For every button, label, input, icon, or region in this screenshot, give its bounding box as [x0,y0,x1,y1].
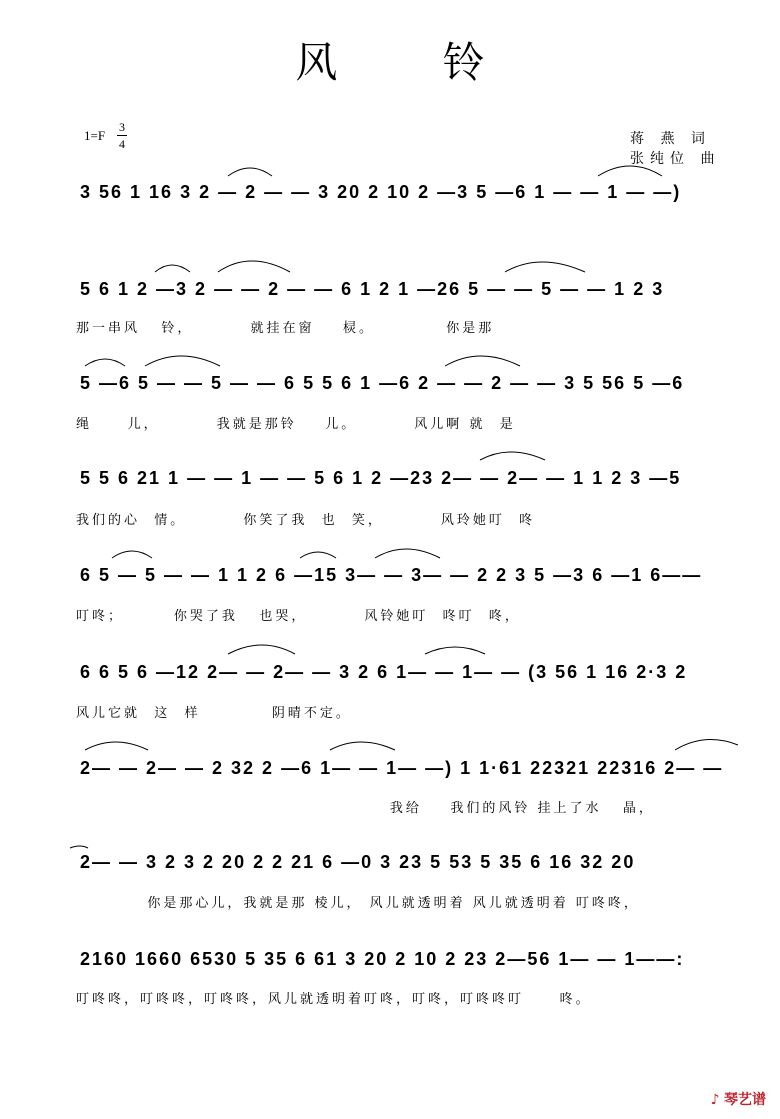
key-signature: 1=F [84,128,106,143]
staff-notes: 5 —6 5 — — 5 — — 6 5 5 6 1 —6 2 — — 2 — — 3 5 56 5 —6 [80,373,685,393]
slur [445,356,520,366]
lyric-line-4: 我们的心 情。 你笑了我 也 笑， 风玲她叮 咚 [76,513,536,528]
lyric-line-7: 我给 我们的风铃 挂上了水 晶， [76,801,655,816]
staff-8 [68,852,740,876]
slur [218,261,290,272]
staff-notes: 2— — 2— — 2 32 2 —6 1— — 1— —) 1 1·61 22321 22316 2— — [80,758,724,778]
staff-notes: 6 5 — 5 — — 1 1 2 6 —15 3— — 3— — 2 2 3 5 —3 6 —1 6—— [80,565,703,585]
lyric-line-9: 叮咚咚，叮咚咚，叮咚咚，风儿就透明着叮咚，叮咚，叮咚咚叮 咚。 [76,992,592,1007]
staff-2 [68,279,740,303]
slur [505,262,585,272]
time-signature-bottom: 4 [119,137,125,151]
staff-notes: 5 6 1 2 —3 2 — — 2 — — 6 1 2 1 —26 5 — — 5 — — 1 2 3 [80,279,665,299]
staff-4 [68,468,740,492]
page-title: 风 铃 [295,38,531,87]
slur [675,740,738,750]
slur [228,168,272,176]
lyric-line-2: 那一串风 铃， 就挂在窗 棂。 你是那 [76,321,495,336]
slur [70,846,88,848]
composer-credit: 张纯位 曲 [630,151,721,167]
time-signature-top: 3 [119,120,125,134]
site-logo [711,1089,766,1109]
staff-7 [68,758,740,782]
slur [330,742,395,750]
staff-1 [68,182,740,206]
slur [112,551,152,558]
time-signature-line [117,135,127,136]
logo-text: 琴艺谱 [724,1092,766,1108]
staff-notes: 2— — 3 2 3 2 20 2 2 21 6 —0 3 23 5 53 5 35 6 16 32 20 [80,852,636,872]
staff-6 [68,662,740,686]
staff-3 [68,373,740,397]
slur [375,549,440,558]
lyricist-credit: 蒋 燕 词 [630,131,711,147]
slur [228,645,295,654]
staff-notes: 2160 1660 6530 5 35 6 61 3 20 2 10 2 23 2—56 1— — 1——: [80,949,685,969]
staff-notes: 6 6 5 6 —12 2— — 2— — 3 2 6 1— — 1— — (3 56 1 16 2·3 2 [80,662,688,682]
slur [480,452,545,460]
lyric-line-6: 风儿它就 这 样 阴晴不定。 [76,706,352,721]
slur [85,742,148,750]
staff-notes: 5 5 6 21 1 — — 1 — — 5 6 1 2 —23 2— — 2— — 1 1 2 3 —5 [80,468,682,488]
lyric-line-3: 绳 儿， 我就是那铃 儿。 风儿啊 就 是 [76,417,516,432]
staff-9 [68,949,740,973]
staff-5 [68,565,740,589]
slur [155,265,190,272]
slur [300,552,336,558]
slur [145,356,220,366]
staff-notes: 3 56 1 16 3 2 — 2 — — 3 20 2 10 2 —3 5 —6 1 — — 1 — —) [80,182,682,202]
time-signature [117,120,127,151]
lyric-line-5: 叮咚； 你哭了我 也哭， 风铃她叮 咚叮 咚， [76,609,521,624]
music-note-logo-icon: ♪ [710,1092,720,1108]
slur [425,647,485,654]
lyric-line-8: 你是那心儿，我就是那 棱儿， 风儿就透明着 风儿就透明着 叮咚咚， [76,896,640,911]
slur [85,359,125,366]
